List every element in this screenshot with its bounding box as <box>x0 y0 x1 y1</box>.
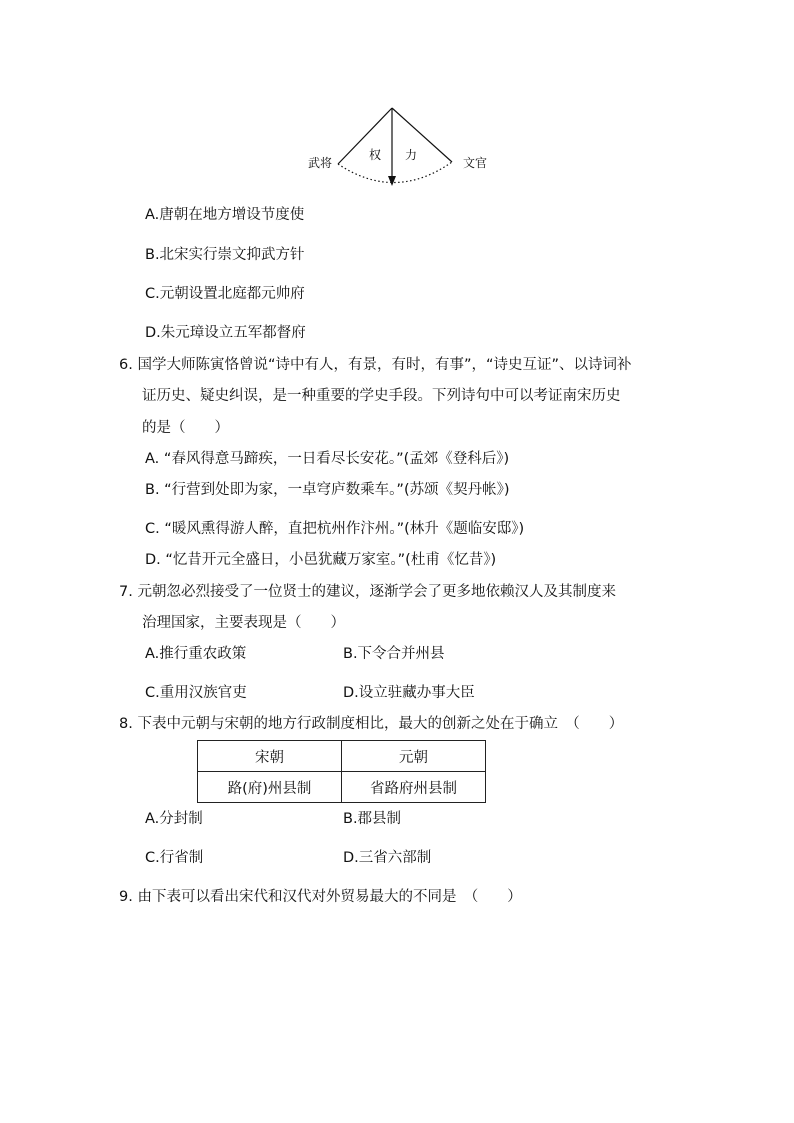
q8-option-b[interactable]: B.郡县制 <box>343 811 402 827</box>
diagram-dotted-arc <box>338 162 452 183</box>
q5-option-b[interactable]: B.北宋实行崇文抑武方针 <box>145 247 305 263</box>
q8-comparison-table <box>197 740 486 803</box>
table-header-yuan: 元朝 <box>342 741 486 772</box>
q7-option-c[interactable]: C.重用汉族官吏 <box>145 685 247 701</box>
label-power-char-1: 权 <box>369 148 382 162</box>
q5-option-c[interactable]: C.元朝设置北庭都元帅府 <box>145 286 305 302</box>
q6-option-c[interactable]: C. “暖风熏得游人醉，直把杭州作汴州。”(林升《题临安邸》) <box>145 521 525 537</box>
label-military-generals: 武将 <box>308 156 333 170</box>
q5-option-a[interactable]: A.唐朝在地方增设节度使 <box>145 207 305 223</box>
label-civil-officials: 文官 <box>463 156 488 170</box>
q6-stem-line-1: 6. 国学大师陈寅恪曾说“诗中有人，有景，有时，有事”，“诗史互证”、以诗词补 <box>119 357 632 373</box>
q6-stem-line-3: 的是（ ） <box>142 420 229 436</box>
table-cell-song-system: 路(府)州县制 <box>198 772 342 803</box>
table-row <box>198 741 486 772</box>
q5-option-d[interactable]: D.朱元璋设立五军都督府 <box>145 325 306 341</box>
q8-option-a[interactable]: A.分封制 <box>145 811 203 827</box>
power-diagram <box>300 100 500 192</box>
q6-option-d[interactable]: D. “忆昔开元全盛日，小邑犹藏万家室。”(杜甫《忆昔》) <box>145 552 497 568</box>
diagram-right-edge <box>392 108 452 162</box>
q7-option-d[interactable]: D.设立驻藏办事大臣 <box>343 685 475 701</box>
q6-stem-line-2: 证历史、疑史纠误，是一种重要的学史手段。下列诗句中可以考证南宋历史 <box>142 388 621 404</box>
q7-stem-line-2: 治理国家，主要表现是（ ） <box>142 615 345 631</box>
table-header-song: 宋朝 <box>198 741 342 772</box>
q8-option-d[interactable]: D.三省六部制 <box>343 850 432 866</box>
q7-stem-line-1: 7. 元朝忽必烈接受了一位贤士的建议，逐渐学会了更多地依赖汉人及其制度来 <box>119 584 616 600</box>
table-row <box>198 772 486 803</box>
diagram-left-edge <box>338 108 392 164</box>
table-cell-yuan-system: 省路府州县制 <box>342 772 486 803</box>
q8-option-c[interactable]: C.行省制 <box>145 850 204 866</box>
q7-option-a[interactable]: A.推行重农政策 <box>145 646 247 662</box>
q6-option-b[interactable]: B. “行营到处即为家，一卓穹庐数乘车。”(苏颂《契丹帐》) <box>145 482 510 498</box>
label-power-char-2: 力 <box>405 148 418 162</box>
q9-stem: 9. 由下表可以看出宋代和汉代对外贸易最大的不同是 （ ） <box>119 889 522 905</box>
q6-option-a[interactable]: A. “春风得意马蹄疾，一日看尽长安花。”(孟郊《登科后》) <box>145 451 510 467</box>
arrow-head-icon <box>388 176 396 186</box>
q7-option-b[interactable]: B.下令合并州县 <box>343 646 445 662</box>
q8-stem: 8. 下表中元朝与宋朝的地方行政制度相比，最大的创新之处在于确立 （ ） <box>119 716 624 732</box>
